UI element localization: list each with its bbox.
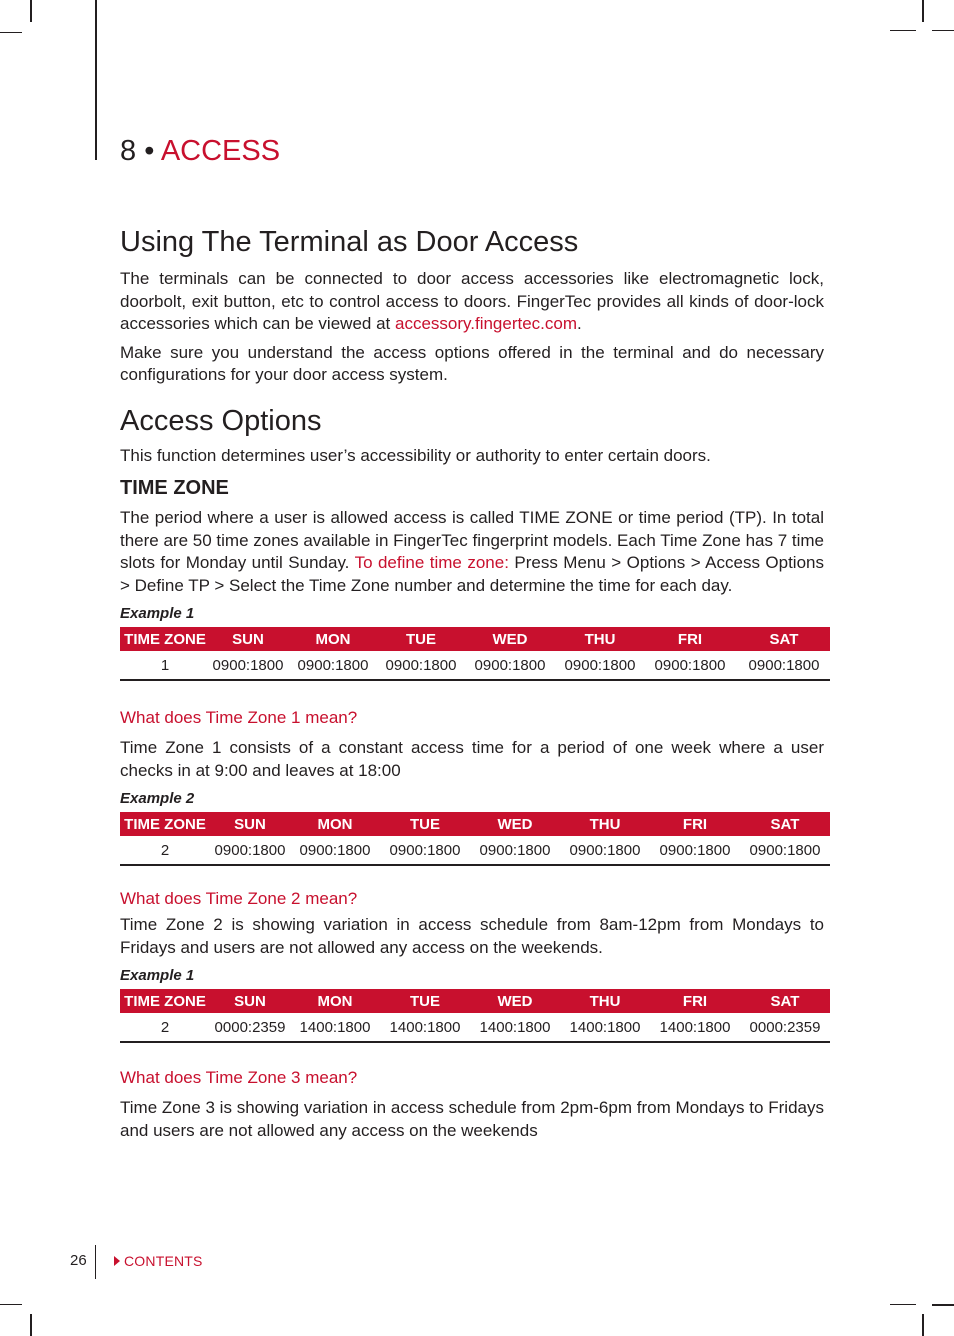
header-wed: WED: [470, 989, 560, 1013]
chapter-rule: [95, 0, 97, 160]
table-row: [120, 1013, 830, 1042]
example-question: What does Time Zone 1 mean?: [120, 708, 358, 727]
table-header-row: [120, 627, 830, 651]
header-mon: MON: [286, 627, 380, 651]
page-content: [120, 222, 824, 1148]
cell-mon: 0900:1800: [286, 651, 380, 680]
header-tue: TUE: [380, 812, 470, 836]
cell-time-zone: 2: [120, 836, 210, 865]
door-access-text: The terminals can be connected to door access accessories like electromagnetic lock, doorbolt, exit button, etc to control access to doors. FingerTec provides all kinds of door-lock accessories which can be viewed at: [120, 269, 824, 333]
page-number: 26: [70, 1252, 87, 1269]
table-header-row: [120, 989, 830, 1013]
cell-fri: 0900:1800: [642, 651, 738, 680]
cell-thu: 0900:1800: [558, 651, 642, 680]
header-sat: SAT: [740, 989, 830, 1013]
cell-mon: 0900:1800: [290, 836, 380, 865]
cell-wed: 1400:1800: [470, 1013, 560, 1042]
example-question: What does Time Zone 3 mean?: [120, 1068, 358, 1087]
cell-wed: 0900:1800: [470, 836, 560, 865]
cell-sat: 0900:1800: [738, 651, 830, 680]
door-access-paragraph: [120, 268, 824, 336]
crop-mark: [932, 1304, 954, 1306]
header-time-zone: TIME ZONE: [120, 812, 210, 836]
cell-wed: 0900:1800: [462, 651, 558, 680]
cell-sun: 0900:1800: [210, 651, 286, 680]
chapter-title: [120, 132, 280, 170]
header-mon: MON: [290, 989, 380, 1013]
chapter-separator: •: [144, 135, 155, 167]
header-sun: SUN: [210, 627, 286, 651]
example-label: Example 1: [120, 967, 195, 984]
example-answer: Time Zone 1 consists of a constant access time for a period of one week where a user checks in at 9:00 and leaves at 18:00: [120, 738, 824, 780]
crop-mark: [922, 0, 924, 22]
crop-mark: [932, 30, 954, 31]
cell-thu: 0900:1800: [560, 836, 650, 865]
contents-label: CONTENTS: [124, 1253, 203, 1269]
cell-tue: 0900:1800: [380, 651, 462, 680]
cell-thu: 1400:1800: [560, 1013, 650, 1042]
header-tue: TUE: [380, 989, 470, 1013]
header-sun: SUN: [210, 989, 290, 1013]
header-fri: FRI: [650, 812, 740, 836]
header-sat: SAT: [738, 627, 830, 651]
header-mon: MON: [290, 812, 380, 836]
triangle-right-icon: [114, 1256, 120, 1266]
door-access-text-end: .: [577, 314, 582, 333]
table-row: [120, 836, 830, 865]
time-zone-heading: TIME ZONE: [120, 477, 229, 499]
header-time-zone: TIME ZONE: [120, 627, 210, 651]
section-heading-access-options: Access Options: [120, 404, 322, 437]
accessory-link[interactable]: accessory.fingertec.com: [394, 314, 578, 333]
crop-mark: [890, 1304, 916, 1305]
crop-mark: [30, 1314, 32, 1336]
chapter-name: ACCESS: [160, 135, 281, 167]
access-options-intro: This function determines user’s accessibility or authority to enter certain doors.: [120, 445, 711, 465]
table-header-row: [120, 812, 830, 836]
header-wed: WED: [462, 627, 558, 651]
crop-mark: [922, 1314, 924, 1336]
cell-time-zone: 1: [120, 651, 210, 680]
header-sat: SAT: [740, 812, 830, 836]
section-heading-door-access: Using The Terminal as Door Access: [120, 226, 579, 258]
header-sun: SUN: [210, 812, 290, 836]
example-answer: Time Zone 3 is showing variation in access schedule from 2pm-6pm from Mondays to Fridays and users are not allowed any access on the weekends: [120, 1098, 824, 1140]
cell-sat: 0900:1800: [740, 836, 830, 865]
crop-mark: [0, 1304, 22, 1305]
header-fri: FRI: [650, 989, 740, 1013]
time-zone-text: The period where a user is allowed access is called TIME ZONE or time period (TP). In total there are 50 time zones available in FingerTec fingerprint models. Each Time Zone has 7 time slots for Monday until Sunday.: [120, 508, 824, 572]
footer-divider: [95, 1245, 96, 1279]
cell-sat: 0000:2359: [740, 1013, 830, 1042]
configuration-paragraph: Make sure you understand the access options offered in the terminal and do necessary configurations for your door access system.: [120, 342, 824, 384]
chapter-number: 8: [120, 135, 137, 167]
example-label: Example 2: [120, 790, 195, 807]
header-thu: THU: [560, 812, 650, 836]
header-tue: TUE: [380, 627, 462, 651]
cell-time-zone: 2: [120, 1013, 210, 1042]
crop-mark: [30, 0, 32, 22]
time-zone-table: [120, 627, 830, 681]
cell-tue: 0900:1800: [380, 836, 470, 865]
cell-tue: 1400:1800: [380, 1013, 470, 1042]
define-time-zone-label: To define time zone:: [354, 553, 509, 572]
time-zone-table: [120, 989, 830, 1043]
cell-fri: 0900:1800: [650, 836, 740, 865]
crop-mark: [890, 30, 916, 31]
cell-sun: 0900:1800: [210, 836, 290, 865]
header-wed: WED: [470, 812, 560, 836]
crop-mark: [0, 32, 22, 33]
contents-link[interactable]: [114, 1253, 203, 1269]
header-thu: THU: [558, 627, 642, 651]
time-zone-paragraph: [120, 507, 824, 597]
time-zone-table: [120, 812, 830, 866]
cell-fri: 1400:1800: [650, 1013, 740, 1042]
example-label: Example 1: [120, 605, 195, 622]
table-row: [120, 651, 830, 680]
cell-mon: 1400:1800: [290, 1013, 380, 1042]
header-time-zone: TIME ZONE: [120, 989, 210, 1013]
example-answer: Time Zone 2 is showing variation in access schedule from 8am-12pm from Mondays to Fridays and users are not allowed any access on the weekends.: [120, 915, 824, 957]
header-fri: FRI: [642, 627, 738, 651]
time-zone-instructions: Press Menu > Options > Access Options > Define TP > Select the Time Zone number and determine the time for each day.: [120, 553, 824, 595]
cell-sun: 0000:2359: [210, 1013, 290, 1042]
example-question: What does Time Zone 2 mean?: [120, 889, 358, 908]
header-thu: THU: [560, 989, 650, 1013]
